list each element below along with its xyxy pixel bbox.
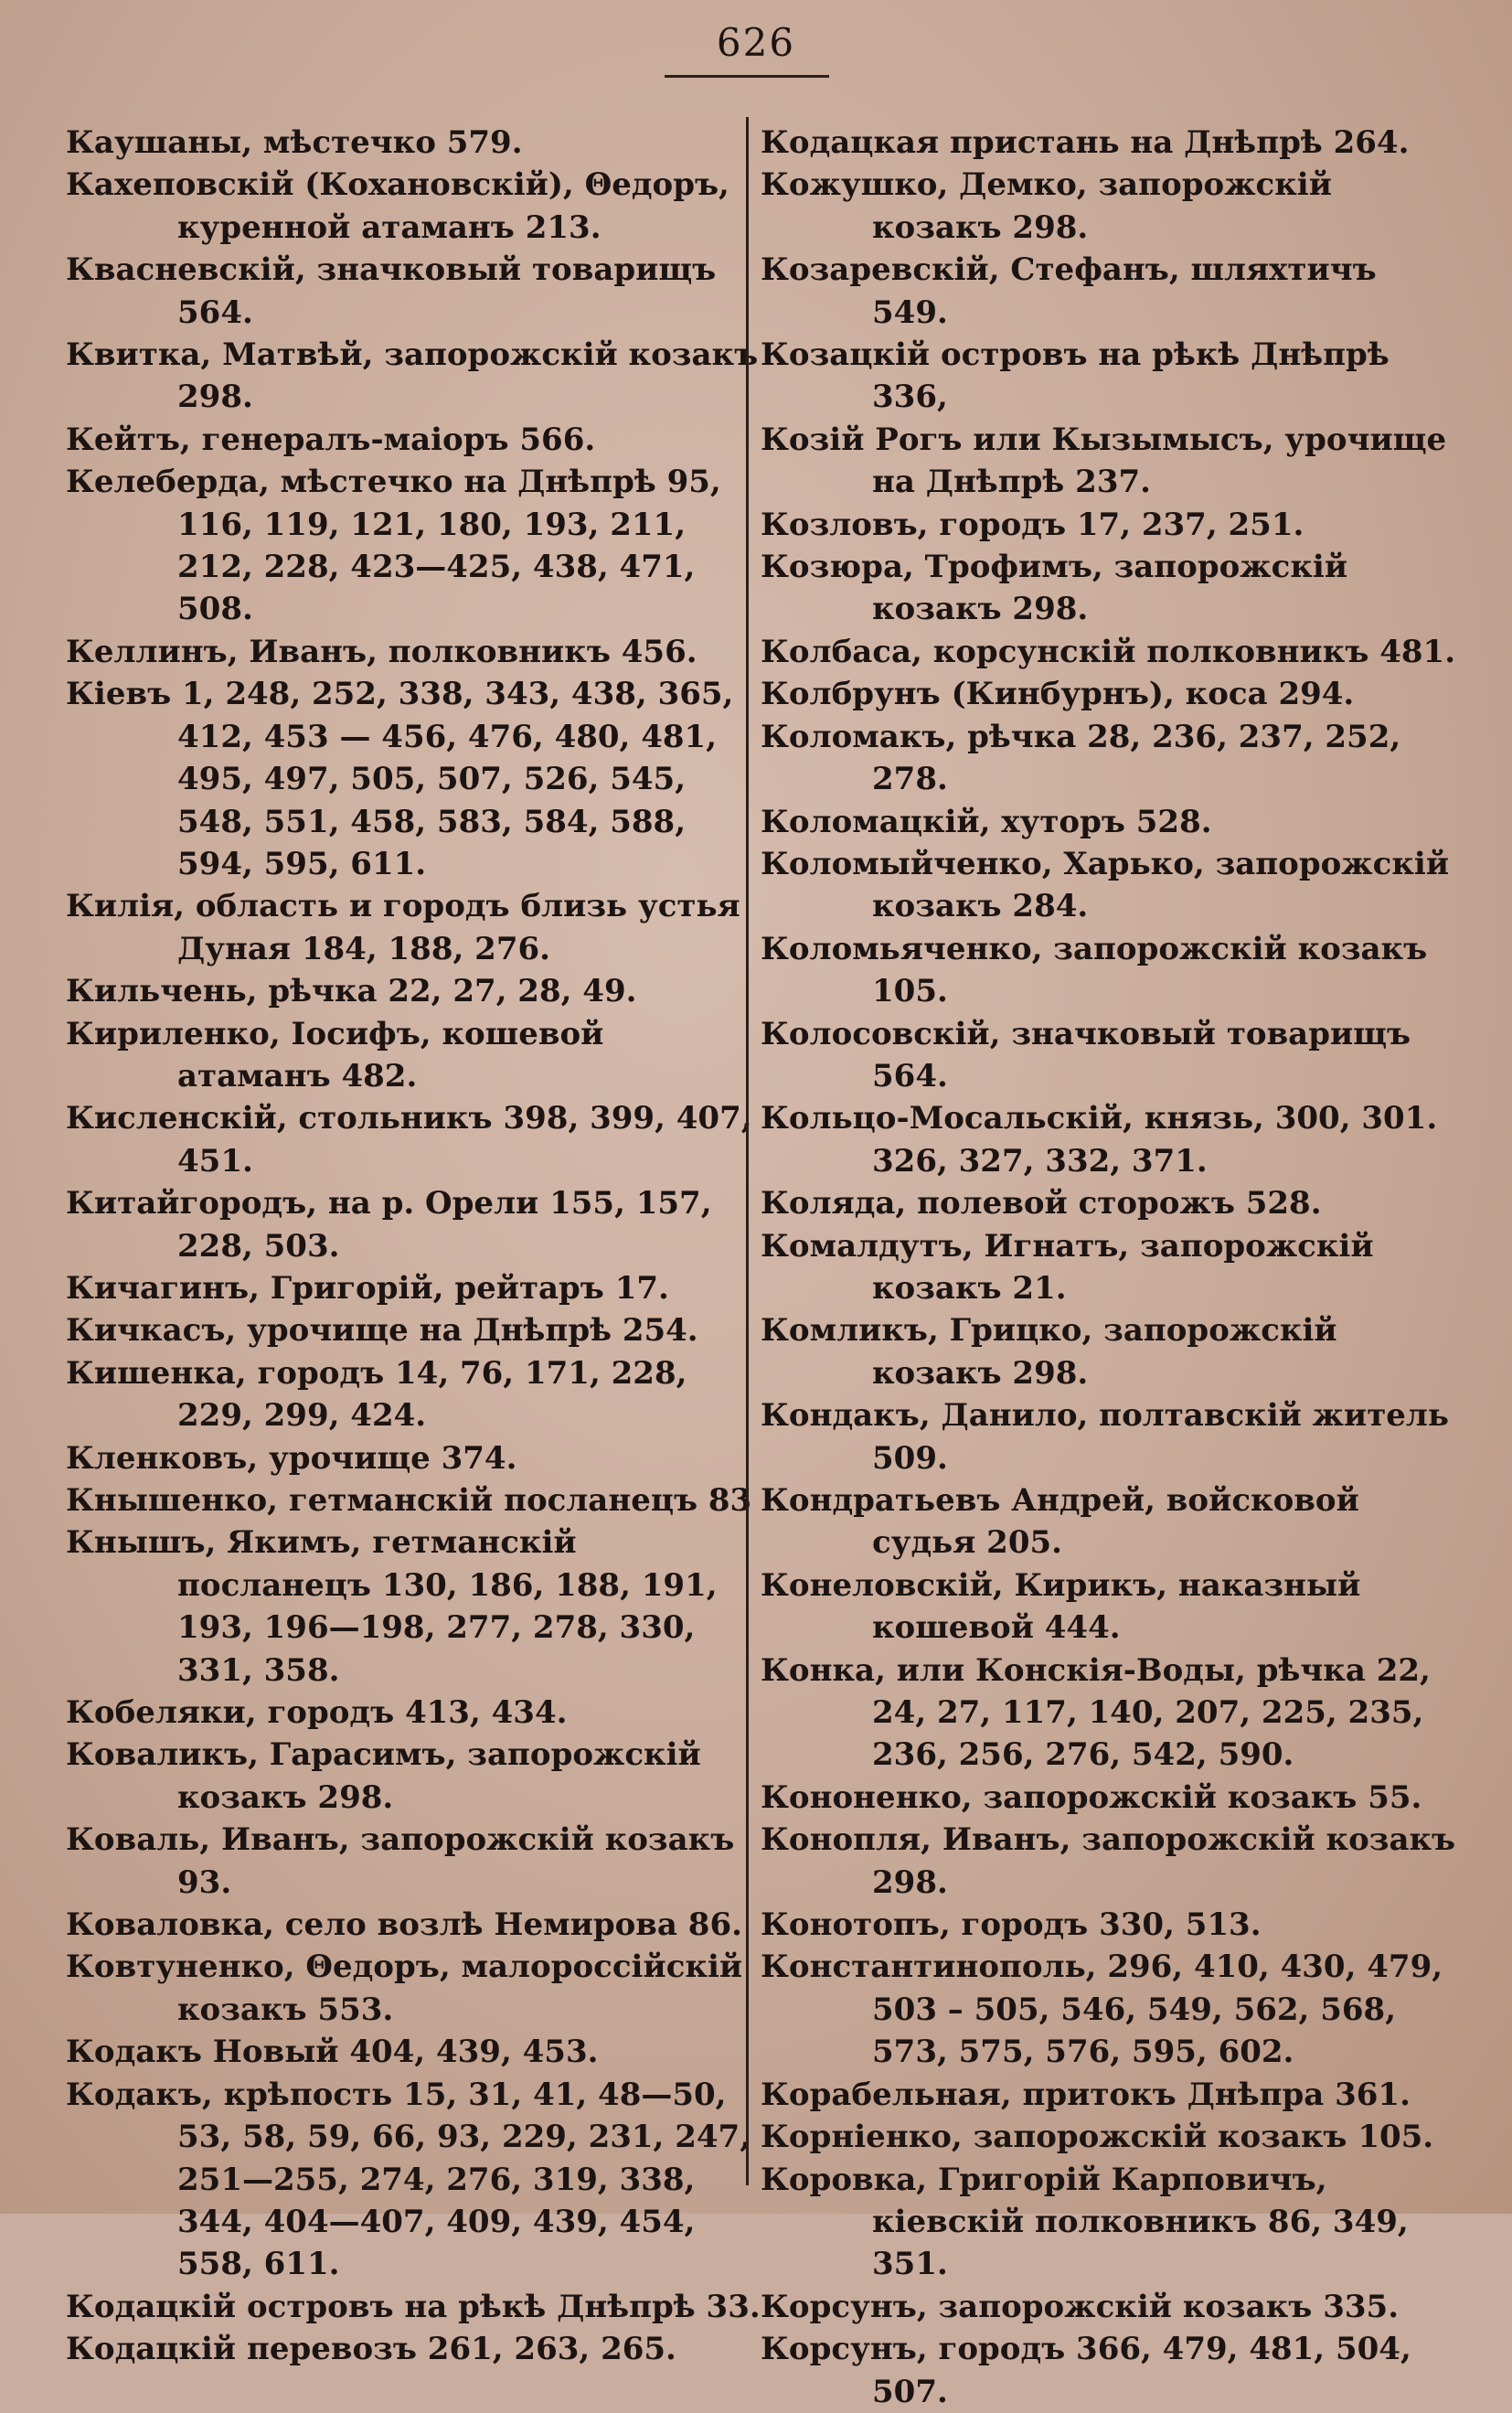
index-entry: Коваликъ, Гарасимъ, запорожскій козакъ 298.: [66, 1736, 701, 1816]
index-entry: Китайгородъ, на р. Орели 155, 157, 228, 503.: [66, 1185, 712, 1265]
index-column-left: [66, 122, 765, 2371]
index-entry: Колбрунъ (Кинбурнъ), коса 294.: [761, 676, 1355, 713]
index-entry: Кодакъ Новый 404, 439, 453.: [66, 2034, 599, 2071]
index-entry: Кондратьевъ Андрей, войсковой судья 205.: [761, 1482, 1359, 1562]
index-entry: Кисленскій, стольникъ 398, 399, 407, 451.: [66, 1100, 752, 1180]
index-entry: Колосовскій, значковый товарищъ 564.: [761, 1015, 1411, 1094]
index-entry: Кожушко, Демко, запорожскій козакъ 298.: [761, 166, 1332, 246]
index-entry: Кнышенко, гетманскій посланецъ 83: [66, 1482, 752, 1519]
index-entry: Кейтъ, генералъ-маіоръ 566.: [66, 421, 596, 458]
index-entry: Кіевъ 1, 248, 252, 338, 343, 438, 365, 412, 453 — 456, 476, 480, 481, 495, 497, 505, 507, 526, 545, 548, 551, 458, 583, 584, 588, 594, 595, 611.: [66, 676, 734, 882]
index-entry: Кольцо-Мосальскій, князь, 300, 301. 326, 327, 332, 371.: [761, 1100, 1438, 1180]
index-entry: Комалдутъ, Игнатъ, запорожскій козакъ 21.: [761, 1227, 1374, 1307]
index-entry: Кондакъ, Данило, полтавскій житель 509.: [761, 1397, 1449, 1477]
index-entry: Козаревскій, Стефанъ, шляхтичъ 549.: [761, 251, 1377, 331]
index-entry: Коваль, Иванъ, запорожскій козакъ 93.: [66, 1821, 735, 1901]
index-entry: Конеловскій, Кирикъ, наказный кошевой 444.: [761, 1566, 1361, 1647]
index-entry: Келеберда, мѣстечко на Днѣпрѣ 95, 116, 119, 121, 180, 193, 211, 212, 228, 423—425, 438, 471, 508.: [66, 464, 721, 628]
header-rule: [665, 75, 829, 78]
index-entry: Коломакъ, рѣчка 28, 236, 237, 252, 278.: [761, 718, 1401, 798]
index-entry: Кишенка, городъ 14, 76, 171, 228, 229, 299, 424.: [66, 1354, 687, 1435]
index-entry: Кобеляки, городъ 413, 434.: [66, 1694, 568, 1732]
index-entry: Килія, область и городъ близь устья Дуная 184, 188, 276.: [66, 888, 740, 967]
index-entry: Кильчень, рѣчка 22, 27, 28, 49.: [66, 973, 637, 1010]
index-entry: Коляда, полевой сторожъ 528.: [761, 1185, 1322, 1223]
index-entry: Кодакъ, крѣпость 15, 31, 41, 48—50, 53, 58, 59, 66, 93, 229, 231, 247, 251—255, 274, 276, 319, 338, 344, 404—407, 409, 439, 454, 558, 611.: [66, 2076, 751, 2283]
index-entry: Кленковъ, урочище 374.: [66, 1439, 517, 1477]
index-entry: Константинополь, 296, 410, 430, 479, 503 – 505, 546, 549, 562, 568, 573, 575, 576, 595, 602.: [761, 1949, 1443, 2071]
index-entry: Корабельная, притокъ Днѣпра 361.: [761, 2076, 1411, 2113]
column-divider: [746, 117, 749, 2185]
index-entry: Квасневскій, значковый товарищъ 564.: [66, 251, 717, 331]
index-entry: Ковтуненко, Θедоръ, малороссійскій козакъ 553.: [66, 1949, 743, 2028]
index-entry: Кичагинъ, Григорій, рейтаръ 17.: [66, 1269, 669, 1307]
index-entry: Кахеповскій (Кохановскій), Θедоръ, куренной атаманъ 213.: [66, 166, 729, 246]
index-entry: Козій Рогъ или Кызымысъ, урочище на Днѣпрѣ 237.: [761, 421, 1447, 501]
index-entry: Корсунъ, городъ 366, 479, 481, 504, 507.: [761, 2331, 1411, 2410]
index-entry: Кнышъ, Якимъ, гетманскій посланецъ 130, 186, 188, 191, 193, 196—198, 277, 278, 330, 331, 358.: [66, 1524, 718, 1689]
index-entry: Козацкій островъ на рѣкѣ Днѣпрѣ 336,: [761, 336, 1390, 416]
index-entry: Коломацкій, хуторъ 528.: [761, 803, 1212, 840]
index-entry: Коломьяченко, запорожскій козакъ 105.: [761, 930, 1428, 1010]
index-column-right: [761, 122, 1460, 2413]
index-entry: Коваловка, село возлѣ Немирова 86.: [66, 1906, 742, 1944]
index-entry: Конотопъ, городъ 330, 513.: [761, 1906, 1262, 1944]
index-entry: Квитка, Матвѣй, запорожскій козакъ 298.: [66, 336, 759, 416]
index-entry: Кодацкая пристань на Днѣпрѣ 264.: [761, 124, 1410, 161]
index-entry: Кириленко, Іосифъ, кошевой атаманъ 482.: [66, 1015, 604, 1094]
index-entry: Коломыйченко, Харько, запорожскій козакъ 284.: [761, 845, 1450, 925]
index-entry: Коровка, Григорій Карповичъ, кіевскій полковникъ 86, 349, 351.: [761, 2161, 1409, 2283]
page-number: 626: [716, 20, 796, 65]
index-entry: Колбаса, корсунскій полковникъ 481.: [761, 633, 1456, 670]
index-entry: Кодацкій островъ на рѣкѣ Днѣпрѣ 33.: [66, 2288, 761, 2325]
index-entry: Козюра, Трофимъ, запорожскій козакъ 298.: [761, 549, 1348, 628]
index-entry: Корніенко, запорожскій козакъ 105.: [761, 2119, 1434, 2156]
index-entry: Кичкасъ, урочище на Днѣпрѣ 254.: [66, 1312, 698, 1350]
index-entry: Комликъ, Грицко, запорожскій козакъ 298.: [761, 1312, 1337, 1392]
index-entry: Каушаны, мѣстечко 579.: [66, 124, 523, 161]
index-entry: Кононенко, запорожскій козакъ 55.: [761, 1778, 1422, 1816]
index-entry: Корсунъ, запорожскій козакъ 335.: [761, 2288, 1400, 2325]
index-entry: Козловъ, городъ 17, 237, 251.: [761, 506, 1304, 543]
index-entry: Конопля, Иванъ, запорожскій козакъ 298.: [761, 1821, 1456, 1901]
index-entry: Кодацкій перевозъ 261, 263, 265.: [66, 2331, 676, 2368]
index-entry: Конка, или Конскія-Воды, рѣчка 22, 24, 27, 117, 140, 207, 225, 235, 236, 256, 276, 542, 590.: [761, 1651, 1431, 1774]
index-entry: Келлинъ, Иванъ, полковникъ 456.: [66, 633, 697, 670]
